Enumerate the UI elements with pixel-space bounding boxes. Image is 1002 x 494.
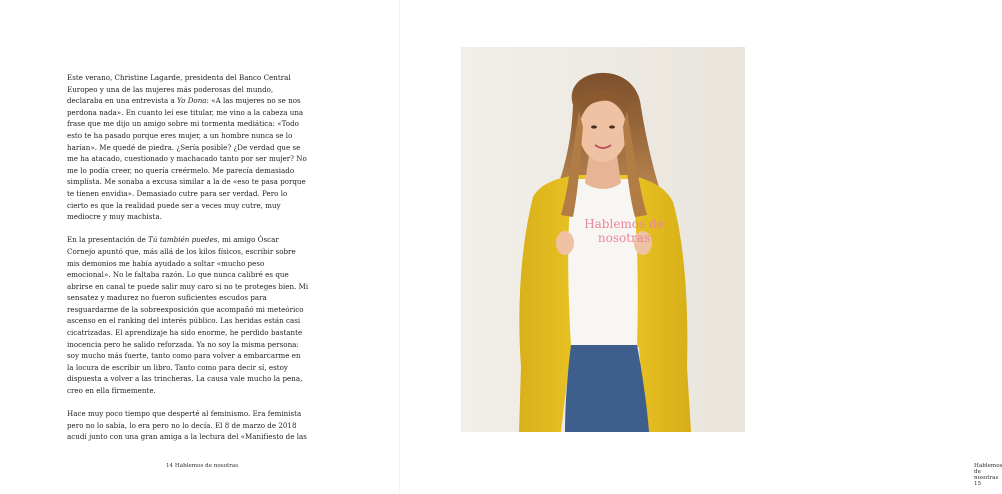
paragraph-2: En la presentación de Tú también puedes, mi amigo Óscar Cornejo apuntó que, más allá de los kilos físicos, escribir sobre mis demonios me había ayudado a soltar «mucho peso emocional». No le faltaba razón. Lo que nunca calibré es que abrirse en canal te puede salir muy caro si no te proteges bien. Mi sensatez y madurez no fueron suficientes escudos para resguardarme de la sobreexposición que acompañó mi meteórico ascenso en el ranking del interés público. Las heridas están casi cicatrizadas. El aprendizaje ha sido enorme, he perdido bastante inocencia pero he salido reforzada. Ya no soy la misma persona: soy mucho más fuerte, tanto como para volver a embarcarme en la locura de escribir un libro. Tanto como para decir sí, estoy dispuesta a volver a las trincheras. La causa vale mucho la pena, creo en ella firmemente. — [67, 235, 309, 396]
face — [579, 100, 627, 162]
left-hand — [556, 231, 574, 255]
author-photo — [461, 47, 745, 432]
jeans — [565, 345, 649, 432]
page-number-left: 14 Hablemos de nosotras — [166, 463, 239, 469]
body-text — [67, 72, 309, 455]
left-page — [0, 0, 400, 494]
white-shirt — [568, 179, 638, 347]
right-eye — [609, 125, 615, 128]
left-eye — [591, 125, 597, 128]
shirt-slogan-line-2: nosotras — [597, 231, 651, 245]
paragraph-3: Hace muy poco tiempo que desperté al feminismo. Era feminista pero no lo sabía, lo era pero no lo decía. El 8 de marzo de 2018 acudí junto con una gran amiga a la lectura del «Manifiesto de las — [67, 409, 307, 442]
shirt-slogan — [579, 217, 669, 245]
paragraph-1: Este verano, Christine Lagarde, presidenta del Banco Central Europeo y una de las mujeres más poderosas del mundo, declaraba en una entrevista a Yo Dona: «A las mujeres no se nos perdona nada». En cuanto leí ese titular, me vino a la cabeza una frase que me dijo un amigo sobre mi tormenta mediática: «Todo esto te ha pasado porque eres mujer, a un hombre nunca se lo harían». Me quedé de piedra. ¿Sería posible? ¿De verdad que se me ha atacado, cuestionado y machacado tanto por ser mujer? No me lo podía creer, no quería creérmelo. Me parecía demasiado simplista. Me sonaba a excusa similar a la de «eso te pasa porque te tienen envidia». Demasiado cutre para ser verdad. Pero lo cierto es que la realidad puede ser a veces muy cutre, muy mediocre y muy machista. — [67, 73, 307, 222]
shirt-slogan-line-1: Hablemos de — [584, 217, 664, 231]
page-number-right: Hablemos de nosotras 15 — [974, 463, 1002, 487]
